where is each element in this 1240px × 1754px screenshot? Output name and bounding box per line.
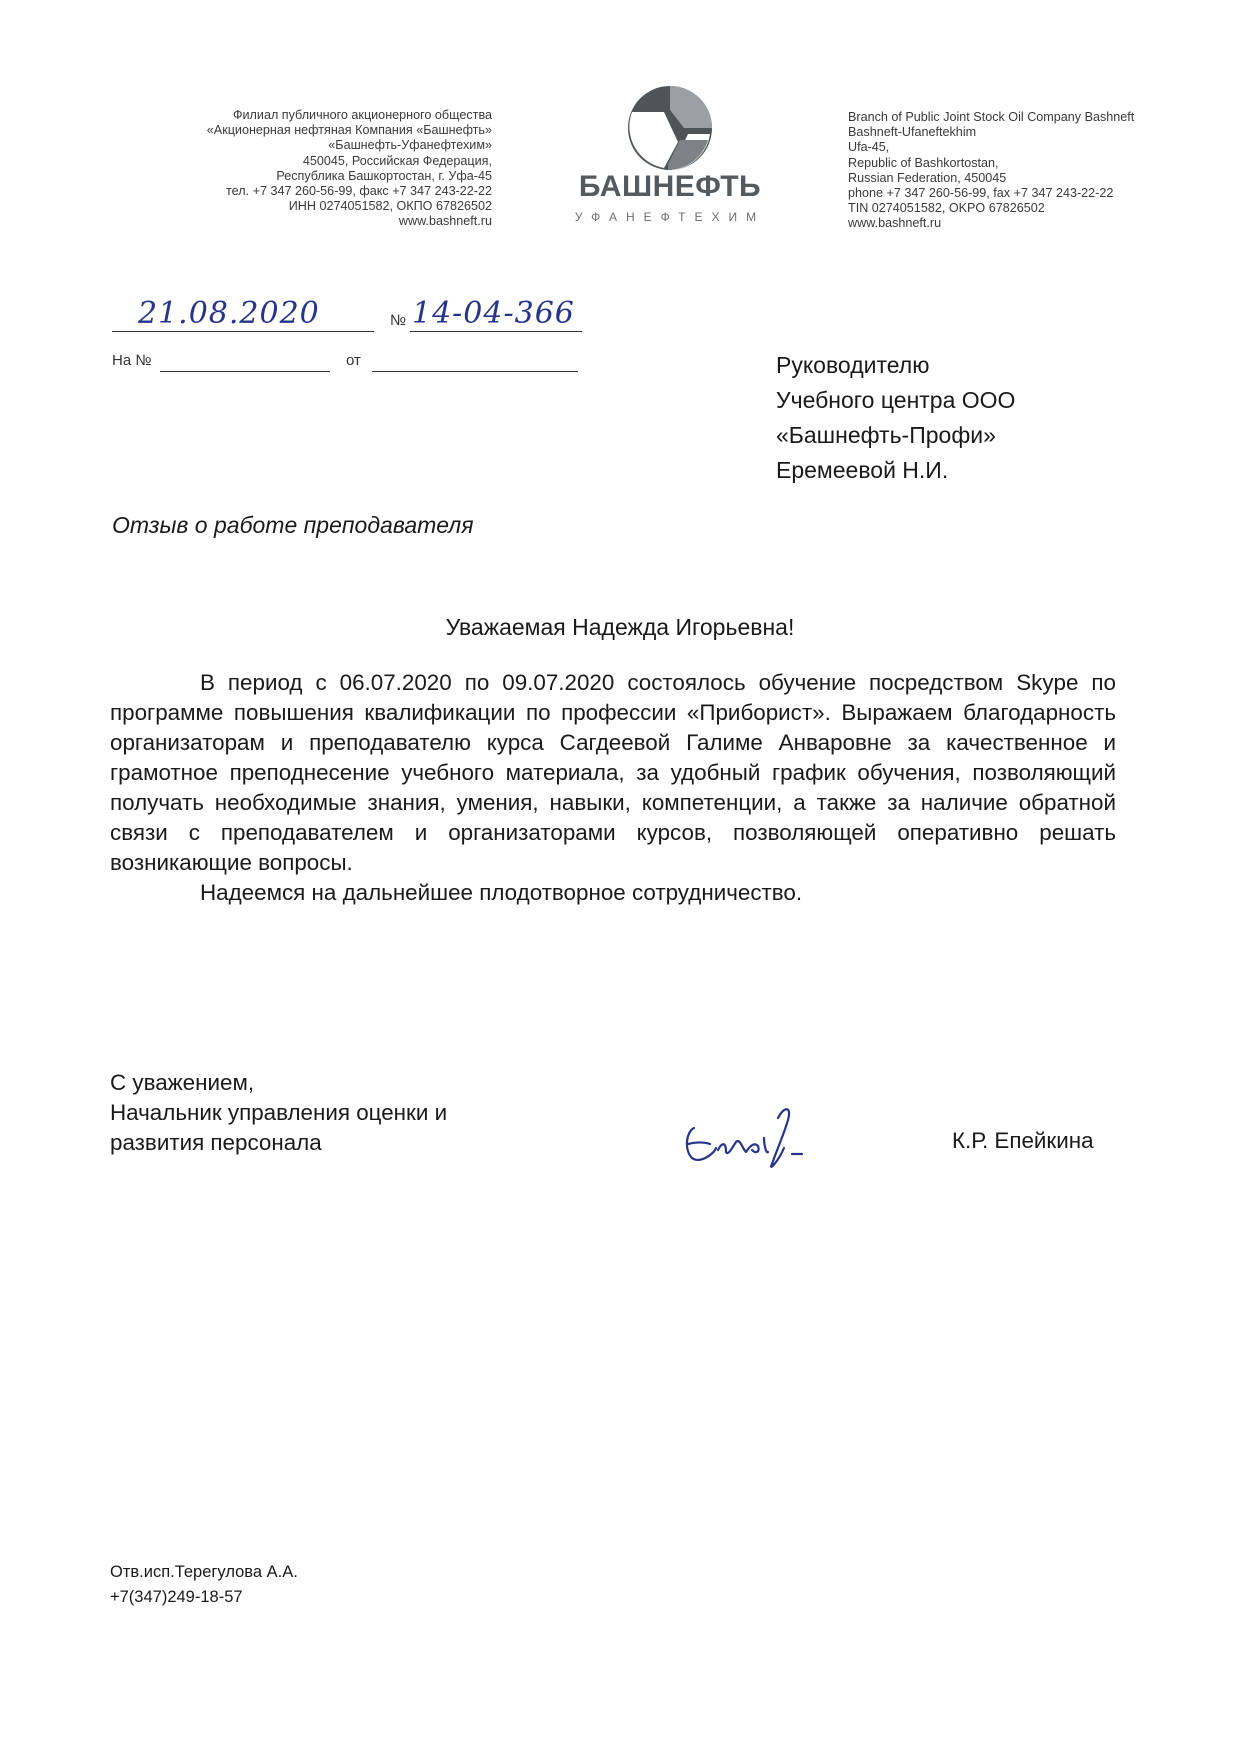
closing-line: Начальник управления оценки и xyxy=(110,1100,448,1125)
from-underline xyxy=(372,370,578,372)
letter-greeting: Уважаемая Надежда Игорьевна! xyxy=(445,614,795,640)
header-left-line: 450045, Российская Федерация, xyxy=(302,153,492,168)
header-right-line: Bashneft-Ufaneftekhim xyxy=(848,125,977,140)
header-left-website: www.bashneft.ru xyxy=(398,214,492,229)
header-left-line: «Башнефть-Уфанефтехим» xyxy=(328,138,492,153)
header-left-line: Республика Башкортостан, г. Уфа-45 xyxy=(276,168,492,183)
executor-phone: +7(347)249-18-57 xyxy=(110,1588,243,1606)
signer-name: К.Р. Епейкина xyxy=(952,1128,1094,1153)
addressee-line: Еремеевой Н.И. xyxy=(776,457,949,483)
header-right-line: Branch of Public Joint Stock Oil Company Bashneft xyxy=(848,110,1135,124)
header-right-line: Republic of Bashkortostan, xyxy=(848,155,999,170)
from-label: от xyxy=(346,352,361,369)
header-left-line: тел. +7 347 260-56-99, факс +7 347 243-22-22 xyxy=(226,184,492,199)
handwritten-number: 14-04-366 xyxy=(412,296,575,331)
reference-label: На № xyxy=(112,352,152,369)
handwritten-date: 21.08.2020 xyxy=(138,296,320,331)
addressee-line: Учебного центра ООО xyxy=(776,387,1016,413)
executor-name: Отв.исп.Терегулова А.А. xyxy=(110,1563,298,1581)
number-underline xyxy=(410,330,582,332)
letter-body xyxy=(110,668,1116,908)
reference-underline xyxy=(160,370,330,372)
body-paragraph: Надеемся на дальнейшее плодотворное сотрудничество. xyxy=(200,880,803,905)
number-label: № xyxy=(390,312,407,329)
addressee-block xyxy=(776,348,1015,488)
logo-wordmark: БАШНЕФТЬ xyxy=(578,170,762,203)
handwritten-signature-icon xyxy=(680,1098,830,1178)
header-right-website: www.bashneft.ru xyxy=(848,216,942,231)
header-right-line: TIN 0274051582, OKPO 67826502 xyxy=(848,201,1045,216)
body-paragraph: В период с 06.07.2020 по 09.07.2020 состоялось обучение посредством Skype по программе повышения квалификации по профессии «Приборист». Выражаем благодарность организаторам и преподавателю курса Сагдеевой Галиме Анваровне за качественное и грамотное преподнесение учебного материала, за удобный график обучения, позволяющий получать необходимые знания, умения, навыки, компетенции, а также за наличие обратной связи с преподавателем и организаторами курсов, позволяющей оперативно решать возникающие вопросы. xyxy=(110,670,1116,875)
header-left-line: «Акционерная нефтяная Компания «Башнефть» xyxy=(206,123,492,138)
header-left-address xyxy=(120,108,492,230)
header-right-line: phone +7 347 260-56-99, fax +7 347 243-22-22 xyxy=(848,186,1114,201)
letter-subject: Отзыв о работе преподавателя xyxy=(112,512,474,538)
logo-subtitle: УФАНЕФТЕХИМ xyxy=(574,210,766,224)
addressee-line: Руководителю xyxy=(776,352,930,378)
header-left-line: Филиал публичного акционерного общества xyxy=(232,108,492,122)
header-right-address xyxy=(848,110,1208,232)
date-underline xyxy=(112,330,374,332)
header-right-line: Ufa-45, xyxy=(848,140,890,155)
addressee-line: «Башнефть-Профи» xyxy=(776,422,996,448)
footer-executor-block xyxy=(110,1560,298,1610)
closing-line: развития персонала xyxy=(110,1130,322,1155)
header-right-line: Russian Federation, 450045 xyxy=(848,170,1007,185)
closing-line: С уважением, xyxy=(110,1070,255,1095)
closing-block xyxy=(110,1068,447,1158)
header-left-line: ИНН 0274051582, ОКПО 67826502 xyxy=(288,199,492,214)
